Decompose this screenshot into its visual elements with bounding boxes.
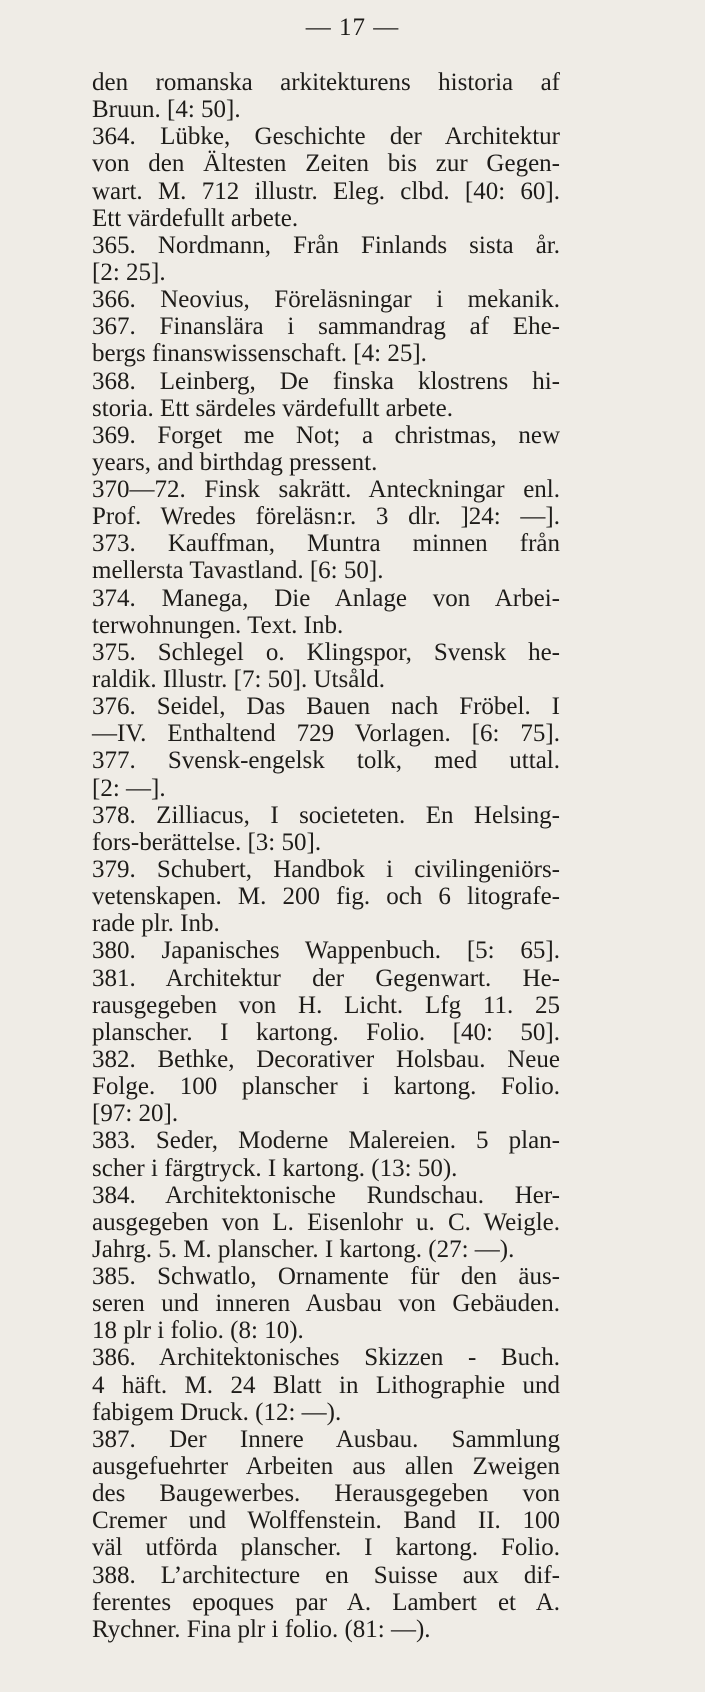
text-line: 368. Leinberg, De finska klostrens hi-: [92, 368, 560, 395]
text-line: 376. Seidel, Das Bauen nach Fröbel. I: [92, 693, 560, 720]
text-line: years, and birthdag pressent.: [92, 449, 378, 476]
text-line: 374. Manega, Die Anlage von Arbei-: [92, 585, 560, 612]
text-line: fors-berättelse. [3: 50].: [92, 829, 322, 856]
text-line: 386. Architektonisches Skizzen - Buch.: [92, 1344, 560, 1371]
text-line: terwohnungen. Text. Inb.: [92, 612, 344, 639]
text-line: 18 plr i folio. (8: 10).: [92, 1317, 304, 1344]
text-line: fabigem Druck. (12: —).: [92, 1399, 342, 1426]
text-line: väl utförda planscher. I kartong. Folio.: [92, 1534, 560, 1561]
text-line: rausgegeben von H. Licht. Lfg 11. 25: [92, 992, 560, 1019]
text-line: —IV. Enthaltend 729 Vorlagen. [6: 75].: [92, 720, 560, 747]
text-line: 384. Architektonische Rundschau. Her-: [92, 1182, 560, 1209]
text-line: Folge. 100 planscher i kartong. Folio.: [92, 1073, 560, 1100]
text-line: 378. Zilliacus, I societeten. En Helsing-: [92, 802, 560, 829]
text-line: 369. Forget me Not; a christmas, new: [92, 422, 560, 449]
text-line: raldik. Illustr. [7: 50]. Utsåld.: [92, 666, 386, 693]
text-line: Jahrg. 5. M. planscher. I kartong. (27: —).: [92, 1236, 515, 1263]
text-line: 375. Schlegel o. Klingspor, Svensk he-: [92, 639, 560, 666]
text-line: von den Ältesten Zeiten bis zur Gegen-: [92, 150, 560, 177]
text-line: wart. M. 712 illustr. Eleg. clbd. [40: 60].: [92, 178, 560, 205]
text-line: [97: 20].: [92, 1100, 179, 1127]
text-line: [2: 25].: [92, 259, 166, 286]
text-line: 373. Kauffman, Muntra minnen från: [92, 530, 560, 557]
text-line: 370—72. Finsk sakrätt. Anteckningar enl.: [92, 476, 560, 503]
text-line: den romanska arkitekturens historia af: [92, 69, 560, 96]
text-line: planscher. I kartong. Folio. [40: 50].: [92, 1019, 560, 1046]
text-line: storia. Ett särdeles värdefullt arbete.: [92, 395, 453, 422]
text-line: Cremer und Wolffenstein. Band II. 100: [92, 1507, 560, 1534]
text-line: 377. Svensk-engelsk tolk, med uttal.: [92, 747, 560, 774]
text-line: bergs finanswissenschaft. [4: 25].: [92, 340, 427, 367]
text-line: scher i färgtryck. I kartong. (13: 50).: [92, 1155, 458, 1182]
page-number: — 17 —: [305, 14, 400, 41]
text-line: ausgefuehrter Arbeiten aus allen Zweigen: [92, 1453, 560, 1480]
text-line: 382. Bethke, Decorativer Holsbau. Neue: [92, 1046, 560, 1073]
text-line: vetenskapen. M. 200 fig. och 6 litografe-: [92, 883, 560, 910]
text-line: 388. L’architecture en Suisse aux dif-: [92, 1562, 560, 1589]
text-line: mellersta Tavastland. [6: 50].: [92, 557, 384, 584]
text-line: 4 häft. M. 24 Blatt in Lithographie und: [92, 1372, 560, 1399]
text-line: Bruun. [4: 50].: [92, 96, 241, 123]
text-line: 385. Schwatlo, Ornamente für den äus-: [92, 1263, 560, 1290]
text-line: ferentes epoques par A. Lambert et A.: [92, 1589, 560, 1616]
text-line: rade plr. Inb.: [92, 910, 220, 937]
text-line: Ett värdefullt arbete.: [92, 205, 299, 232]
text-line: 365. Nordmann, Från Finlands sista år.: [92, 232, 560, 259]
text-line: 366. Neovius, Föreläsningar i mekanik.: [92, 286, 560, 313]
text-line: Rychner. Fina plr i folio. (81: —).: [92, 1616, 431, 1643]
text-line: 364. Lübke, Geschichte der Architektur: [92, 123, 560, 150]
text-line: 367. Finanslära i sammandrag af Ehe-: [92, 313, 560, 340]
text-line: des Baugewerbes. Herausgegeben von: [92, 1480, 560, 1507]
text-line: 383. Seder, Moderne Malereien. 5 plan-: [92, 1127, 560, 1154]
text-line: 387. Der Innere Ausbau. Sammlung: [92, 1426, 560, 1453]
text-line: seren und inneren Ausbau von Gebäuden.: [92, 1290, 560, 1317]
text-line: ausgegeben von L. Eisenlohr u. C. Weigle.: [92, 1209, 560, 1236]
text-line: Prof. Wredes föreläsn:r. 3 dlr. ]24: —].: [92, 503, 560, 530]
text-line: 379. Schubert, Handbok i civilingeniörs-: [92, 856, 560, 883]
text-line: 380. Japanisches Wappenbuch. [5: 65].: [92, 937, 560, 964]
text-line: 381. Architektur der Gegenwart. He-: [92, 965, 560, 992]
text-line: [2: —].: [92, 775, 166, 802]
